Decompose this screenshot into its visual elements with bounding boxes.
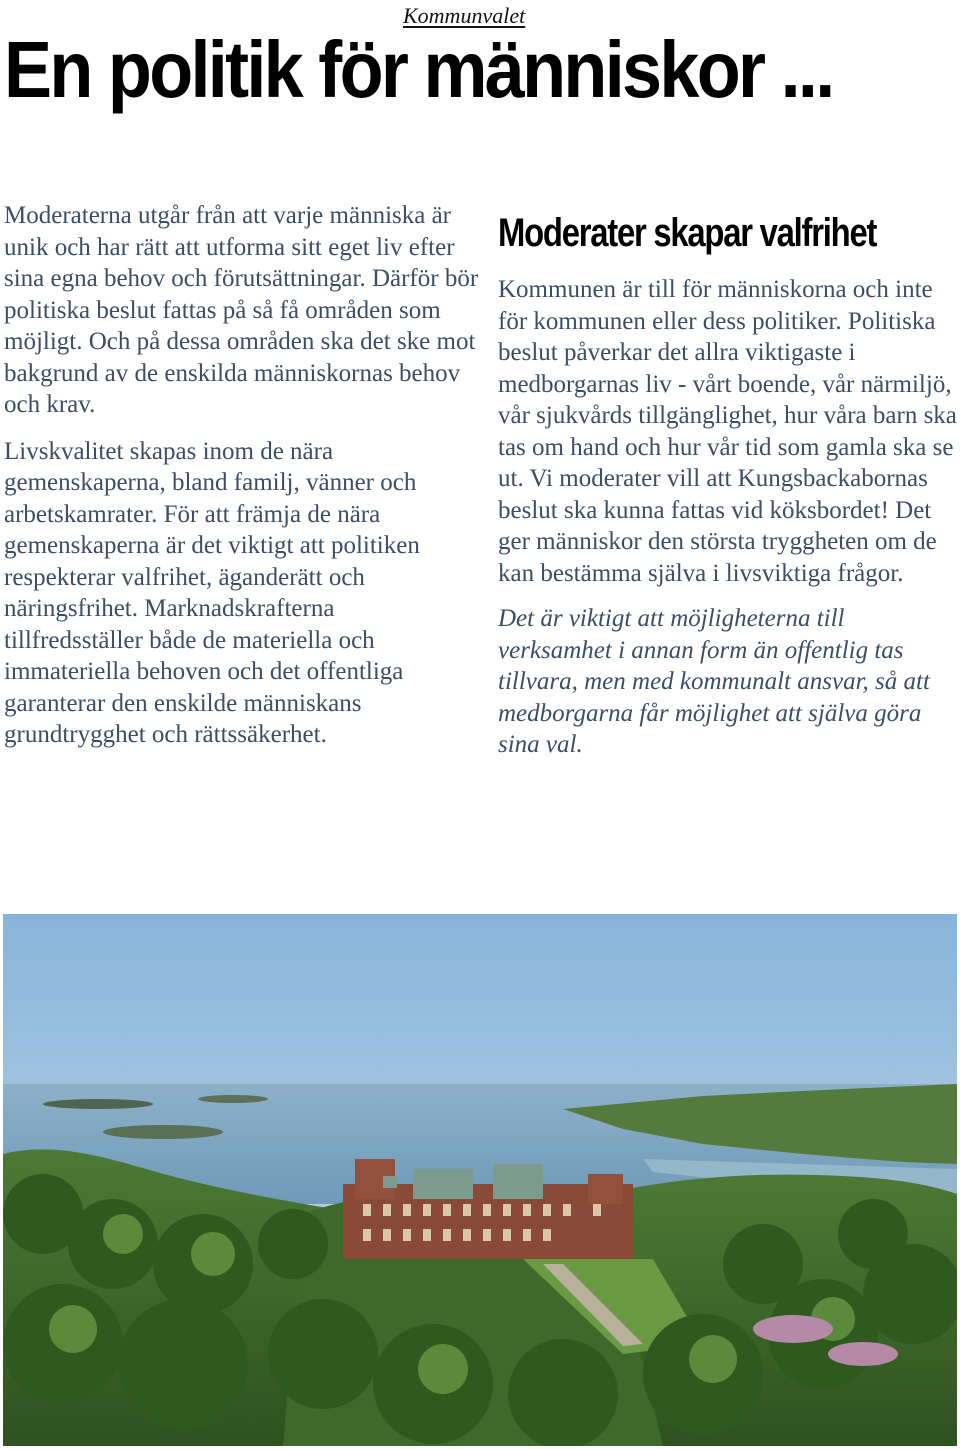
right-paragraph-1: Kommunen är till för människorna och inte för kommunen eller dess politiker. Politiska beslut påverkar det allra viktigaste i medborgarnas liv - vårt boende, vår närmiljö, vår sjukvårds tillgänglighet, hur våra barn ska tas om hand och hur vår tid som gamla ska se ut. Vi moderater vill att Kungsbackabornas beslut ska kunna fattas vid köksbordet! Det ger människor den största tryggheten om de kan bestämma själva i livsviktiga frågor. [498, 276, 957, 587]
island [43, 1099, 153, 1109]
left-paragraph-2: Livskvalitet skapas inom de nära gemenskaperna, bland familj, vänner och arbetskamrater. För att främja de nära gemenskaperna är det viktigt att politiken respekterar valfrihet, äganderätt och näringsfrihet. Marknadskrafterna tillfredsställer både de materiella och immateriella behoven och det offentliga garanterar den enskilde människans grundtrygghet och rättssäkerhet. [4, 437, 420, 748]
landscape-photo [3, 914, 957, 1446]
island [103, 1125, 223, 1139]
right-italic-paragraph: Det är viktigt att möjligheterna till verksamhet i annan form än offentlig tas tillvara, men med kommunalt ansvar, så att medborgarna får möjlighet att själva göra sina val. [498, 605, 930, 758]
right-column [498, 206, 958, 761]
right-subheading: Moderater skapar valfrihet [498, 211, 877, 255]
section-label: Kommunvalet [403, 3, 526, 28]
island [198, 1095, 268, 1103]
page-headline: En politik för människor ... [4, 25, 833, 114]
left-column [4, 200, 479, 751]
left-paragraph-1: Moderaterna utgår från att varje människa är unik och har rätt att utforma sitt eget liv efter sina egna behov och förutsättningar. Därför bör politiska beslut fattas på så få områden som möjligt. Och på dessa områden ska det ske mot bakgrund av de enskilda människornas behov och krav. [4, 202, 479, 418]
